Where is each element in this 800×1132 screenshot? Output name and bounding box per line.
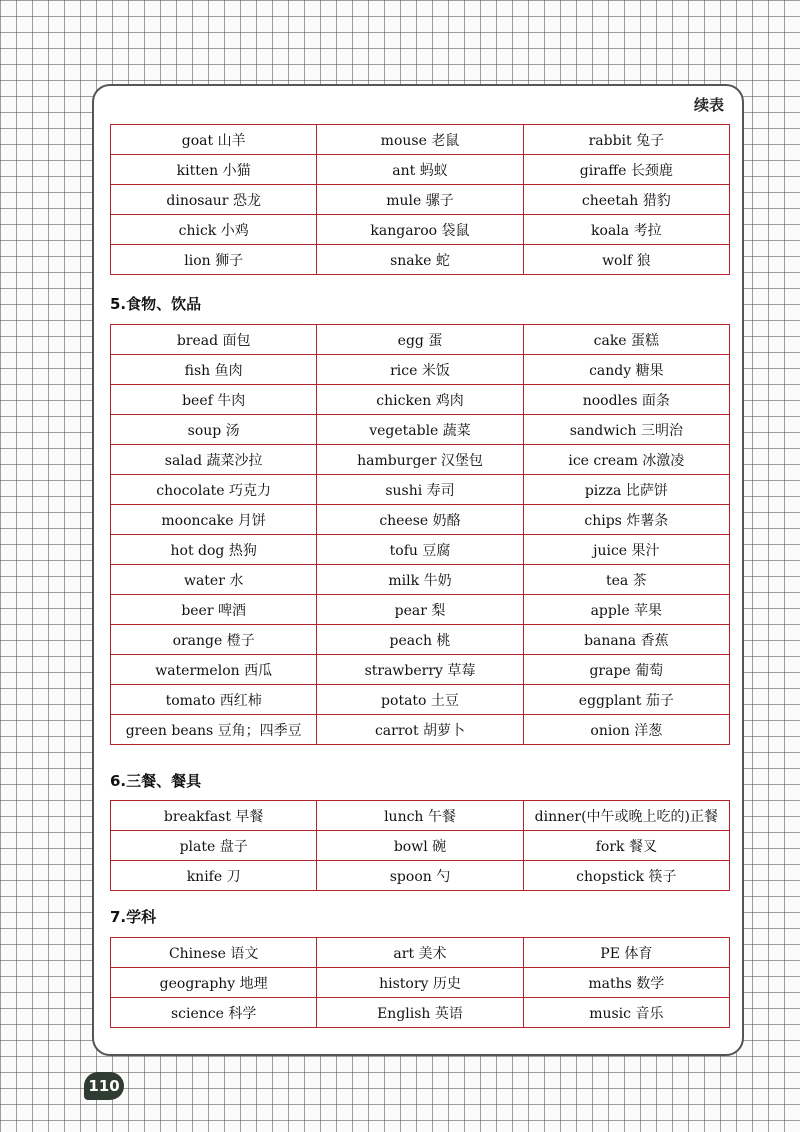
- vocab-cell: giraffe 长颈鹿: [523, 155, 729, 185]
- vocab-cell: chocolate 巧克力: [111, 475, 317, 505]
- vocab-cell: mooncake 月饼: [111, 505, 317, 535]
- vocab-cell: dinner(中午或晚上吃的)正餐: [523, 801, 729, 831]
- vocab-cell: snake 蛇: [317, 245, 523, 275]
- animals-table: [110, 124, 730, 275]
- vocab-cell: lunch 午餐: [317, 801, 523, 831]
- meals-heading: 6.三餐、餐具: [110, 772, 202, 790]
- vocab-cell: lion 狮子: [111, 245, 317, 275]
- table-row: [111, 185, 730, 215]
- vocab-cell: salad 蔬菜沙拉: [111, 445, 317, 475]
- table-row: [111, 505, 730, 535]
- vocab-cell: science 科学: [111, 998, 317, 1028]
- vocab-cell: banana 香蕉: [523, 625, 729, 655]
- vocab-cell: orange 橙子: [111, 625, 317, 655]
- vocab-cell: plate 盘子: [111, 831, 317, 861]
- vocab-cell: grape 葡萄: [523, 655, 729, 685]
- vocab-cell: hot dog 热狗: [111, 535, 317, 565]
- vocab-cell: chick 小鸡: [111, 215, 317, 245]
- vocab-cell: candy 糖果: [523, 355, 729, 385]
- subjects-heading: 7.学科: [110, 908, 157, 926]
- vocab-cell: chips 炸薯条: [523, 505, 729, 535]
- vocab-cell: maths 数学: [523, 968, 729, 998]
- vocab-cell: tomato 西红柿: [111, 685, 317, 715]
- vocab-cell: peach 桃: [317, 625, 523, 655]
- vocab-cell: chopstick 筷子: [523, 861, 729, 891]
- vocab-cell: juice 果汁: [523, 535, 729, 565]
- vocab-cell: watermelon 西瓜: [111, 655, 317, 685]
- vocab-cell: rice 米饭: [317, 355, 523, 385]
- vocab-cell: English 英语: [317, 998, 523, 1028]
- table-row: [111, 215, 730, 245]
- vocab-cell: tofu 豆腐: [317, 535, 523, 565]
- vocab-cell: water 水: [111, 565, 317, 595]
- vocab-cell: noodles 面条: [523, 385, 729, 415]
- table-row: [111, 938, 730, 968]
- book-page: [92, 84, 744, 1056]
- vocab-cell: sushi 寿司: [317, 475, 523, 505]
- vocab-cell: mule 骡子: [317, 185, 523, 215]
- vocab-cell: potato 土豆: [317, 685, 523, 715]
- table-row: [111, 831, 730, 861]
- food-heading: 5.食物、饮品: [110, 295, 202, 313]
- table-row: [111, 565, 730, 595]
- vocab-cell: mouse 老鼠: [317, 125, 523, 155]
- vocab-cell: beef 牛肉: [111, 385, 317, 415]
- vocab-cell: egg 蛋: [317, 325, 523, 355]
- table-row: [111, 325, 730, 355]
- food-table: [110, 324, 730, 745]
- table-row: [111, 861, 730, 891]
- vocab-cell: hamburger 汉堡包: [317, 445, 523, 475]
- table-row: [111, 355, 730, 385]
- vocab-cell: apple 苹果: [523, 595, 729, 625]
- vocab-cell: cheese 奶酪: [317, 505, 523, 535]
- vocab-cell: tea 茶: [523, 565, 729, 595]
- meals-table: [110, 800, 730, 891]
- vocab-cell: PE 体育: [523, 938, 729, 968]
- vocab-cell: ice cream 冰激凌: [523, 445, 729, 475]
- table-row: [111, 801, 730, 831]
- vocab-cell: koala 考拉: [523, 215, 729, 245]
- table-row: [111, 625, 730, 655]
- vocab-cell: strawberry 草莓: [317, 655, 523, 685]
- vocab-cell: kangaroo 袋鼠: [317, 215, 523, 245]
- vocab-cell: sandwich 三明治: [523, 415, 729, 445]
- table-row: [111, 968, 730, 998]
- vocab-cell: breakfast 早餐: [111, 801, 317, 831]
- vocab-cell: eggplant 茄子: [523, 685, 729, 715]
- vocab-cell: goat 山羊: [111, 125, 317, 155]
- table-row: [111, 415, 730, 445]
- vocab-cell: dinosaur 恐龙: [111, 185, 317, 215]
- vocab-cell: milk 牛奶: [317, 565, 523, 595]
- vocab-cell: history 历史: [317, 968, 523, 998]
- continued-label: 续表: [693, 96, 724, 114]
- vocab-cell: beer 啤酒: [111, 595, 317, 625]
- vocab-cell: Chinese 语文: [111, 938, 317, 968]
- vocab-cell: soup 汤: [111, 415, 317, 445]
- table-row: [111, 445, 730, 475]
- vocab-cell: green beans 豆角；四季豆: [111, 715, 317, 745]
- vocab-cell: chicken 鸡肉: [317, 385, 523, 415]
- vocab-cell: carrot 胡萝卜: [317, 715, 523, 745]
- subjects-table: [110, 937, 730, 1028]
- vocab-cell: music 音乐: [523, 998, 729, 1028]
- vocab-cell: fork 餐叉: [523, 831, 729, 861]
- vocab-cell: art 美术: [317, 938, 523, 968]
- vocab-cell: ant 蚂蚁: [317, 155, 523, 185]
- vocab-cell: fish 鱼肉: [111, 355, 317, 385]
- vocab-cell: bowl 碗: [317, 831, 523, 861]
- table-row: [111, 155, 730, 185]
- page-number: 110: [84, 1072, 124, 1100]
- table-row: [111, 475, 730, 505]
- vocab-cell: onion 洋葱: [523, 715, 729, 745]
- table-row: [111, 245, 730, 275]
- vocab-cell: cheetah 猎豹: [523, 185, 729, 215]
- vocab-cell: wolf 狼: [523, 245, 729, 275]
- table-row: [111, 685, 730, 715]
- table-row: [111, 595, 730, 625]
- vocab-cell: bread 面包: [111, 325, 317, 355]
- vocab-cell: pear 梨: [317, 595, 523, 625]
- vocab-cell: rabbit 兔子: [523, 125, 729, 155]
- vocab-cell: vegetable 蔬菜: [317, 415, 523, 445]
- table-row: [111, 715, 730, 745]
- table-row: [111, 125, 730, 155]
- vocab-cell: cake 蛋糕: [523, 325, 729, 355]
- vocab-cell: geography 地理: [111, 968, 317, 998]
- table-row: [111, 655, 730, 685]
- vocab-cell: pizza 比萨饼: [523, 475, 729, 505]
- vocab-cell: knife 刀: [111, 861, 317, 891]
- vocab-cell: kitten 小猫: [111, 155, 317, 185]
- table-row: [111, 535, 730, 565]
- table-row: [111, 385, 730, 415]
- vocab-cell: spoon 勺: [317, 861, 523, 891]
- table-row: [111, 998, 730, 1028]
